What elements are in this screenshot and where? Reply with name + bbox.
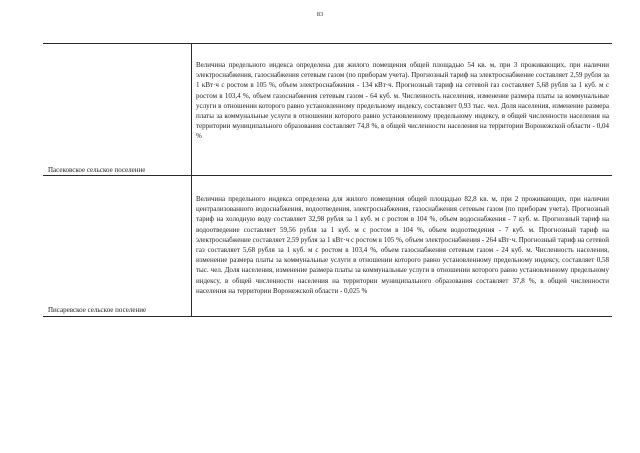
page-number: 83 [316, 11, 324, 18]
settlement-name: Пасековское сельское поселение [48, 166, 146, 174]
table-row [43, 44, 612, 175]
settlements-table [43, 43, 612, 317]
index-description: Величина предельного индекса определена для жилого помещения общей площадью 54 кв. м, при 3 проживающих, при наличии электроснабжения, газоснабжения сетевым газом (по приборам учета). Прогнозный тариф на электроснабжение составляет 2,59 рубля за 1 кВт·ч с ростом в 105 %, объем электроснабжения - 134 кВт·ч. Прогнозный тариф на сетевой газ составляет 5,68 рубля за 1 куб. м с ростом в 103,4 %, объем газоснабжения сетевым газом - 64 куб. м. Численность населения, изменение размера платы за коммунальные услуги в отношении которого равно установленному предельному индексу, составляет 0,93 тыс. чел. Доля населения, изменение размера платы за коммунальные услуги в отношении которого равно установленному предельному индексу, в общей численности населения на территории муниципального образования составляет 74,8 %, в общей численности населения на территории Воронежской области - 0,04 % [196, 61, 609, 141]
settlement-name: Писаревское сельское поселение [48, 306, 147, 314]
table-row [43, 176, 612, 315]
index-description: Величина предельного индекса определена для жилого помещения общей площадью 82,8 кв. м, при 2 проживающих, при наличии централизованного водоснабжения, водоотведения, электроснабжения, газоснабжения сетевым газом (по приборам учета). Прогнозный тариф на холодную воду составляет 32,98 рубля за 1 куб. м с ростом в 104 %, объем водоснабжения - 7 куб. м. Прогнозный тариф на водоотведение составляет 59,56 рубля за 1 куб. м с ростом в 104 %, объем водоотведения - 7 куб. м. Прогнозный тариф на электроснабжение составляет 2,59 рубля за 1 кВт·ч с ростом в 105 %, объем электроснабжения - 264 кВт·ч. Прогнозный тариф на сетевой газ составляет 5,68 рубля за 1 куб. м с ростом в 103,4 %, объем газоснабжения сетевым газом - 24 куб. м. Численность населения, изменение размера платы за коммунальные услуги в отношении которого равно установленному предельному индексу, составляет 0,58 тыс. чел. Доля населения, изменение размера платы за коммунальные услуги в отношении которого равно установленному предельному индексу, в общей численности населения на территории муниципального образования составляет 37,8 %, в общей численности населения на территории Воронежской области - 0,025 % [196, 195, 609, 295]
